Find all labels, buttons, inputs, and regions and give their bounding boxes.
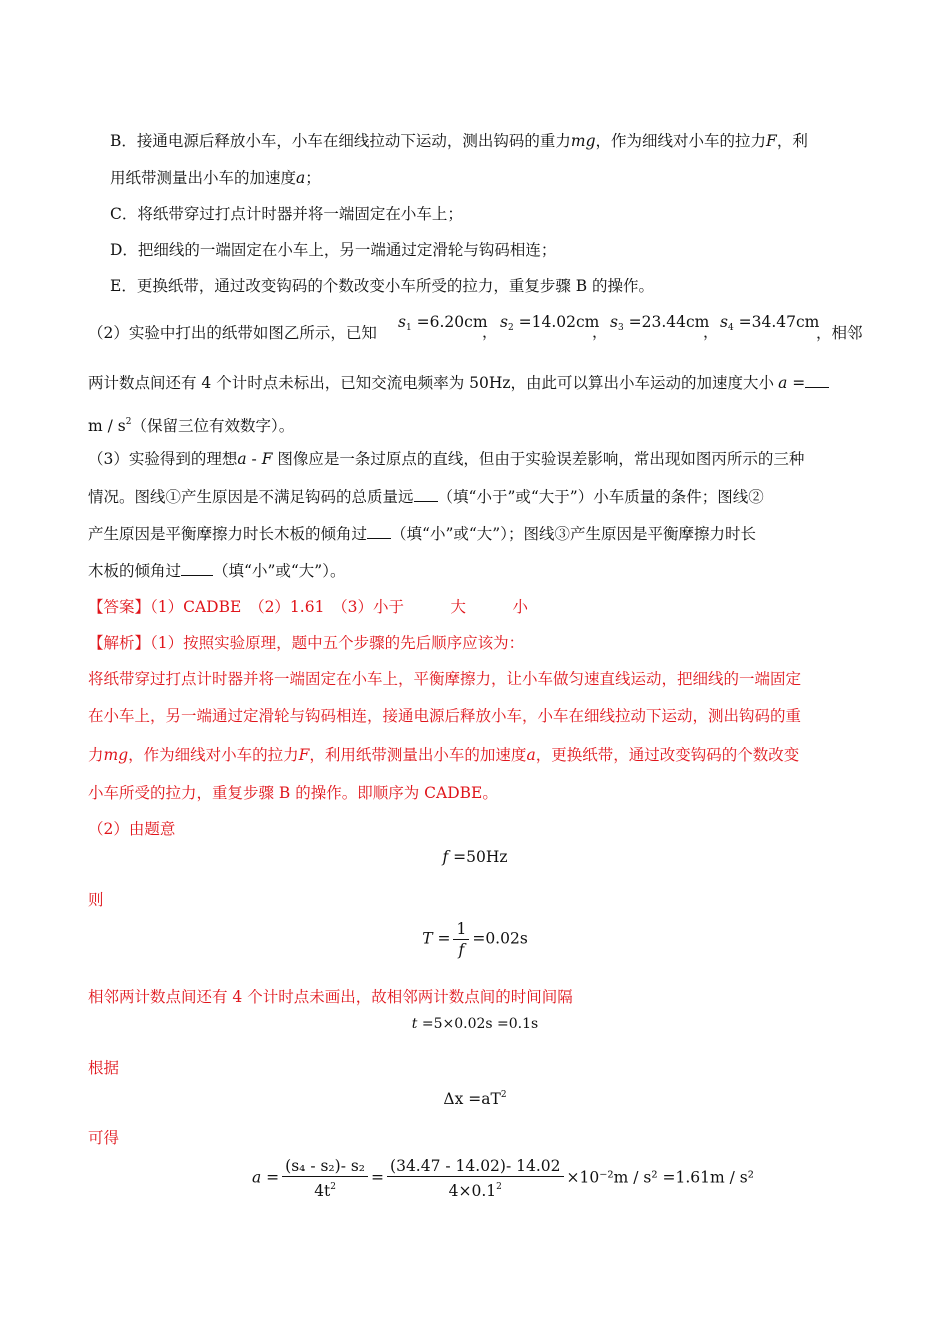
- equation-t: t =5×0.02s =0.1s: [411, 1016, 539, 1032]
- analysis-line-5: 小车所受的拉力，重复步骤 B 的操作。即顺序为 CADBE。: [88, 784, 498, 802]
- equation-dx: $\Delta x =aT^2$: [443, 1090, 507, 1108]
- equation-a: a = $\frac{\text{(s₄ - s₂)- s₂}}{4t^2}$ = $\frac{(34.47 - 14.02)- 14.02}{4\times 0.1^2}$ ×10⁻²m / s² =1.61m / s²: [252, 1157, 754, 1200]
- analysis-line-2: 将纸带穿过打点计时器并将一端固定在小车上，平衡摩擦力，让小车做匀速直线运动，把细线的一端固定: [88, 670, 802, 688]
- q3-line-4: 木板的倾角过 （填“小”或“大”）。: [88, 562, 346, 580]
- q2-tail: ，相邻: [816, 324, 863, 342]
- step-e: E．更换纸带，通过改变钩码的个数改变小车所受的拉力，重复步骤 B 的操作。: [110, 277, 655, 295]
- step-d: D．把细线的一端固定在小车上，另一端通过定滑轮与钩码相连；: [110, 241, 557, 259]
- analysis-line-4: 力mg，作为细线对小车的拉力F，利用纸带测量出小车的加速度a，更换纸带，通过改变钩码的个数改变: [88, 746, 800, 764]
- q2-s1: $s_1 =6.20cm$: [398, 313, 488, 333]
- q3-line-3: 产生原因是平衡摩擦力时长木板的倾角过 （填“小”或“大”）；图线③产生原因是平衡摩擦力时长: [88, 525, 756, 543]
- q3-line-2: 情况。图线①产生原因是不满足钩码的总质量远 （填“小于”或“大于”）小车质量的条件；图线②: [88, 488, 764, 506]
- answer-label: 【答案】: [88, 598, 151, 616]
- step-c: C．将纸带穿过打点计时器并将一端固定在小车上；: [110, 205, 463, 223]
- q2-line-1: （2）实验中打出的纸带如图乙所示，已知: [88, 324, 377, 342]
- q2-line-3: m / $s^2$（保留三位有效数字）。: [88, 417, 295, 435]
- analysis-then: 则: [88, 891, 104, 909]
- equation-T: T = $\frac{1}{f}$ =0.02s: [422, 920, 528, 959]
- analysis-line-7: 相邻两计数点间还有 4 个计时点未画出，故相邻两计数点间的时间间隔: [88, 988, 573, 1006]
- analysis-line-3: 在小车上，另一端通过定滑轮与钩码相连，接通电源后释放小车，小车在细线拉动下运动，测出钩码的重: [88, 707, 802, 725]
- q2-comma-1: ，: [482, 323, 498, 341]
- q3-line-1: （3）实验得到的理想a - F 图像应是一条过原点的直线，但由于实验误差影响，常出现如图丙所示的三种: [88, 450, 805, 468]
- step-b-line-2: 用纸带测量出小车的加速度a；: [110, 169, 321, 187]
- analysis-line-1: 【解析】（1）按照实验原理，题中五个步骤的先后顺序应该为：: [88, 634, 525, 652]
- q2-s3: $s_3 =23.44cm$: [610, 313, 710, 333]
- analysis-get: 可得: [88, 1129, 120, 1147]
- q2-comma-3: ，: [703, 323, 719, 341]
- q2-s4: $s_4 =34.47cm$: [720, 313, 820, 333]
- answer-line: 【答案】（1）CADBE （2）1.61 （3）小于 大 小: [88, 598, 529, 616]
- analysis-basis: 根据: [88, 1059, 120, 1077]
- q2-comma-2: ，: [592, 323, 608, 341]
- step-b-line-1: B．接通电源后释放小车，小车在细线拉动下运动，测出钩码的重力mg，作为细线对小车的拉力F，利: [110, 132, 808, 150]
- analysis-line-6: （2）由题意: [88, 820, 176, 838]
- analysis-label: 【解析】: [88, 634, 151, 652]
- equation-f: f =50Hz: [442, 848, 508, 866]
- q2-line-2: 两计数点间还有 4 个计时点未标出，已知交流电频率为 50Hz，由此可以算出小车运动的加速度大小 a =: [88, 373, 829, 393]
- q2-s2: $s_2 =14.02cm$: [500, 313, 600, 333]
